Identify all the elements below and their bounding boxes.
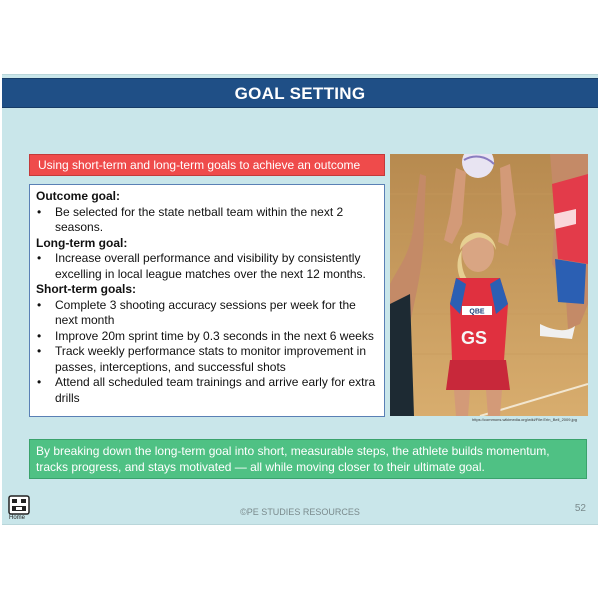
outcome-goal-heading: Outcome goal: [36, 189, 121, 203]
page-number: 52 [574, 503, 586, 514]
goals-box [29, 184, 385, 417]
list-item: • Complete 3 shooting accuracy sessions per week for the next month [37, 297, 356, 327]
sponsor-logo-text: QBE [469, 308, 485, 316]
list-item: • Be selected for the state netball team within the next 2 seasons. [37, 204, 344, 234]
netball-player-photo [390, 154, 588, 416]
footer-copyright: ©PE STUDIES RESOURCES [240, 507, 360, 517]
slide-title: GOAL SETTING [234, 84, 366, 103]
long-term-goal-heading: Long-term goal: [36, 235, 128, 250]
list-item: • Increase overall performance and visibility by consistently excelling in local league matches over the next 12 months. [37, 251, 366, 281]
bib-text: GS [460, 328, 488, 348]
summary-box: By breaking down the long-term goal into short, measurable steps, the athlete builds momentum, tracks progress, and stays motivated — all while moving closer to their ultimate goal. [29, 439, 587, 479]
outcome-goal-list [36, 205, 378, 236]
long-term-goal-list [36, 251, 378, 282]
list-item: • Track weekly performance stats to monitor improvement in passes, interceptions, and successful shots [37, 344, 366, 374]
photo-credit: https://commons.wikimedia.org/wiki/File:Erin_Bell_2009.jpg [472, 417, 577, 422]
topic-banner: Using short-term and long-term goals to achieve an outcome [29, 154, 385, 176]
slide [2, 74, 598, 525]
list-item: • Improve 20m sprint time by 0.3 seconds in the next 6 weeks [37, 328, 374, 343]
home-label: Home [9, 515, 26, 521]
list-item: • Attend all scheduled team trainings and arrive early for extra drills [37, 375, 376, 405]
short-term-goals-heading: Short-term goals: [36, 282, 137, 296]
title-bar [2, 78, 598, 108]
short-term-goals-list [36, 298, 378, 407]
